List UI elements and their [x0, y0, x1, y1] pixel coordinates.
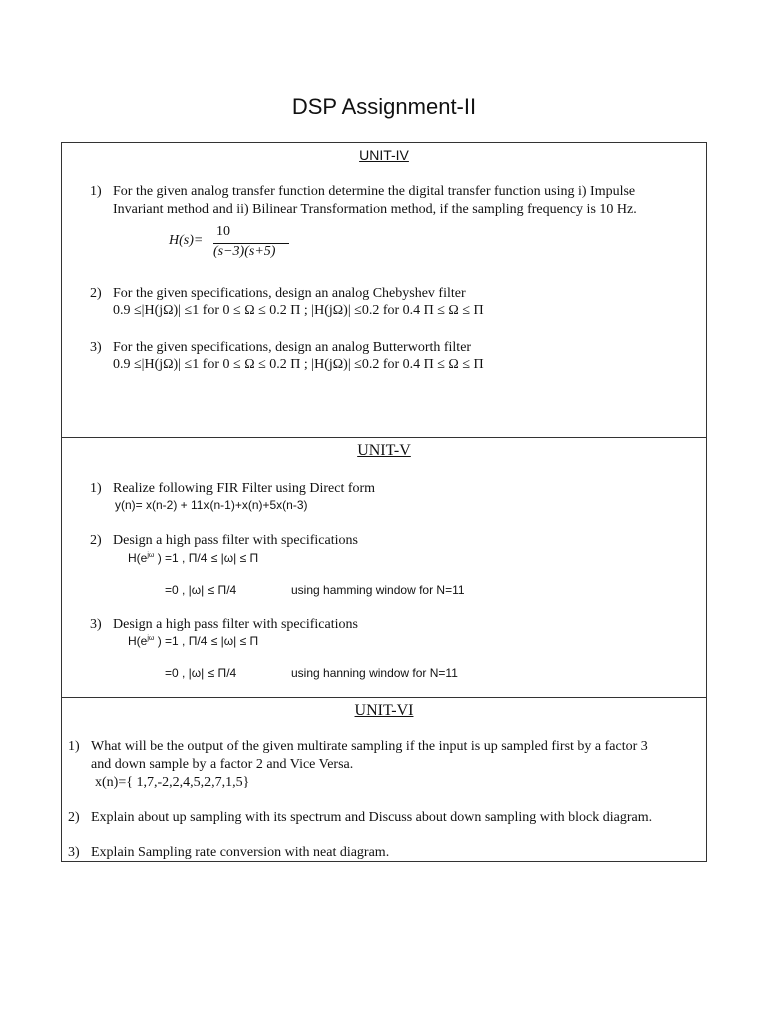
question-text-line-1: Realize following FIR Filter using Direct form: [113, 481, 376, 496]
unit-iv-section: [61, 142, 707, 438]
unit-vi-heading: UNIT-VI: [354, 702, 414, 719]
question-text-line-1: For the given specifications, design an analog Butterworth filter: [113, 340, 472, 355]
spec-h-line: [128, 551, 258, 565]
question-text-line-1: Design a high pass filter with specifications: [113, 533, 358, 548]
question-number: 3): [90, 340, 102, 355]
question-number: 3): [68, 845, 80, 860]
question-text-line-2: Invariant method and ii) Bilinear Transformation method, if the sampling frequency is 10 Hz.: [113, 202, 637, 217]
spec-h-rest: ) =1 , Π/4 ≤ |ω| ≤ Π: [154, 551, 259, 565]
unit-v-heading: UNIT-V: [357, 442, 411, 459]
spec-h-prefix: H(e: [128, 551, 148, 565]
question-text-line-1: Design a high pass filter with specifications: [113, 617, 358, 632]
question-number: 2): [90, 286, 102, 301]
question-spec: 0.9 ≤|H(jΩ)| ≤1 for 0 ≤ Ω ≤ 0.2 Π ; |H(jΩ)| ≤0.2 for 0.4 Π ≤ Ω ≤ Π: [113, 357, 484, 372]
spec-h-rest: ) =1 , Π/4 ≤ |ω| ≤ Π: [154, 634, 259, 648]
question-text-line-1: Explain about up sampling with its spectrum and Discuss about down sampling with block diagram.: [91, 810, 653, 825]
question-text-line-1: Explain Sampling rate conversion with neat diagram.: [91, 845, 390, 860]
equation-numerator: 10: [216, 224, 230, 239]
unit-vi-section: [61, 697, 707, 862]
spec-h-prefix: H(e: [128, 634, 148, 648]
fir-equation: y(n)= x(n-2) + 11x(n-1)+x(n)+5x(n-3): [115, 498, 308, 512]
question-text-line-1: For the given specifications, design an analog Chebyshev filter: [113, 286, 466, 301]
input-sequence: x(n)={ 1,7,-2,2,4,5,2,7,1,5}: [95, 775, 250, 790]
spec-zero-line: =0 , |ω| ≤ Π/4: [165, 666, 237, 680]
spec-window: using hanning window for N=11: [291, 666, 458, 680]
spec-h-superscript: jω: [147, 552, 155, 559]
spec-h-superscript: jω: [147, 635, 155, 642]
spec-h-line: [128, 634, 258, 648]
question-number: 1): [90, 481, 102, 496]
question-number: 1): [90, 184, 102, 199]
page-title: DSP Assignment-II: [291, 94, 477, 119]
spec-window: using hamming window for N=11: [291, 583, 465, 597]
question-text-line-1: What will be the output of the given multirate sampling if the input is up sampled first by a factor 3: [91, 739, 648, 754]
question-number: 3): [90, 617, 102, 632]
unit-iv-heading: UNIT-IV: [359, 147, 409, 163]
transfer-function-equation: [169, 224, 299, 267]
equation-lhs: H(s)=: [169, 233, 204, 248]
question-number: 1): [68, 739, 80, 754]
equation-denominator: (s−3)(s+5): [213, 244, 276, 259]
unit-v-section: [61, 437, 707, 698]
question-number: 2): [90, 533, 102, 548]
question-spec: 0.9 ≤|H(jΩ)| ≤1 for 0 ≤ Ω ≤ 0.2 Π ; |H(jΩ)| ≤0.2 for 0.4 Π ≤ Ω ≤ Π: [113, 303, 484, 318]
spec-zero-line: =0 , |ω| ≤ Π/4: [165, 583, 237, 597]
question-text-line-2: and down sample by a factor 2 and Vice Versa.: [91, 757, 354, 772]
question-text-line-1: For the given analog transfer function determine the digital transfer function using i) Impulse: [113, 184, 636, 199]
question-number: 2): [68, 810, 80, 825]
